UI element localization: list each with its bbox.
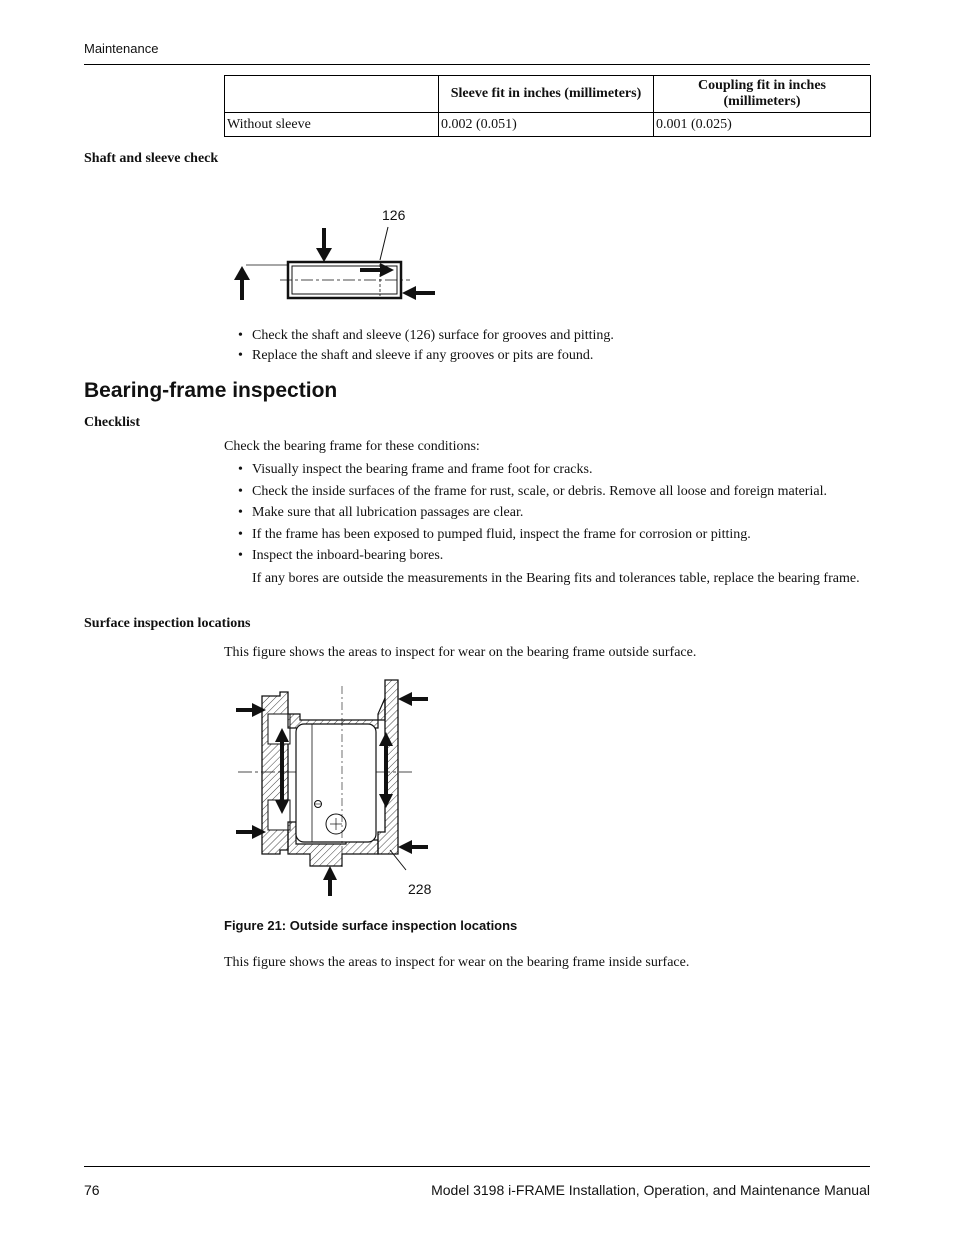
list-item: • Inspect the inboard-bearing bores. (238, 547, 870, 565)
list-item: • Make sure that all lubrication passages are clear. (238, 504, 870, 522)
section-title: Bearing-frame inspection (84, 379, 338, 402)
manual-title: Model 3198 i-FRAME Installation, Operation, and Maintenance Manual (431, 1182, 870, 1198)
table-header-row (225, 76, 871, 113)
fit-table (224, 75, 871, 137)
footer-rule (84, 1166, 870, 1167)
checklist-intro: Check the bearing frame for these conditions: (224, 439, 480, 454)
shaft-callout-label: 126 (382, 207, 406, 223)
figure-caption: Figure 21: Outside surface inspection locations (224, 918, 518, 933)
running-header: Maintenance (84, 41, 159, 56)
checklist-heading: Checklist (84, 415, 140, 430)
list-item: • If the frame has been exposed to pumped fluid, inspect the frame for corrosion or pitting. (238, 526, 870, 544)
page-number: 76 (84, 1182, 100, 1198)
table-row (225, 113, 871, 137)
list-item: • Check the shaft and sleeve (126) surface for grooves and pitting. (238, 328, 868, 344)
inside-intro: This figure shows the areas to inspect for wear on the bearing frame inside surface. (224, 955, 690, 970)
surface-inspection-heading: Surface inspection locations (84, 616, 251, 631)
bearing-frame-figure (230, 672, 440, 902)
header-rule (84, 64, 870, 65)
outside-intro: This figure shows the areas to inspect for wear on the bearing frame outside surface. (224, 645, 697, 660)
list-item: • Visually inspect the bearing frame and frame foot for cracks. (238, 461, 870, 479)
list-item: • Replace the shaft and sleeve if any grooves or pits are found. (238, 348, 868, 364)
shaft-sleeve-figure (230, 200, 450, 310)
shaft-sleeve-bullets (238, 328, 868, 364)
table-header-cell: Coupling fit in inches (millimeters) (654, 76, 871, 113)
checklist-bullets (238, 461, 870, 565)
table-cell: 0.001 (0.025) (654, 113, 871, 137)
table-cell: Without sleeve (225, 113, 439, 137)
list-item: • Check the inside surfaces of the frame for rust, scale, or debris. Remove all loose and foreign material. (238, 483, 870, 501)
table-cell: 0.002 (0.051) (439, 113, 654, 137)
table-header-cell: Sleeve fit in inches (millimeters) (439, 76, 654, 113)
bores-note: If any bores are outside the measurements in the Bearing fits and tolerances table, replace the bearing frame. (252, 571, 860, 586)
frame-callout-label: 228 (408, 881, 432, 897)
shaft-sleeve-heading: Shaft and sleeve check (84, 151, 219, 166)
table-header-cell (225, 76, 439, 113)
